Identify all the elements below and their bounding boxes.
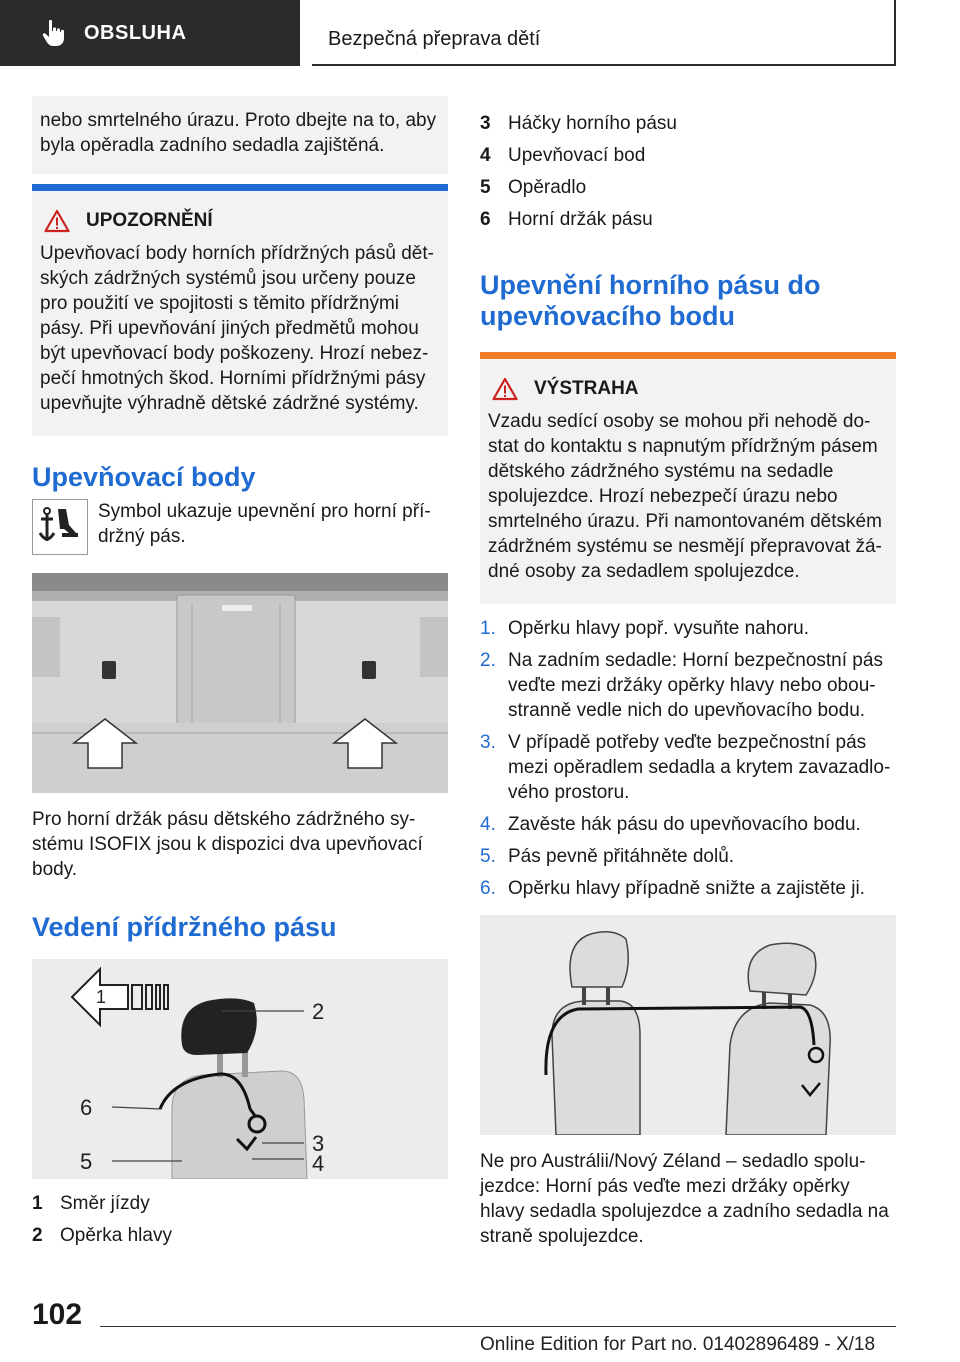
legend-list-right: [480, 111, 896, 232]
list-item: 5 Opěradlo: [480, 177, 587, 198]
note-text: Ne pro Austrálii/Nový Zéland – sedadlo spolu-jezdce: Horní pás veďte mezi držáky opěrky hlavy sedadla spolujezdce a zadního sedadla na straně spolujezdce.: [480, 1151, 889, 1247]
heading-attach-belt: Upevnění horního pásu do upevňovacího bodu: [480, 270, 821, 331]
step-item: 1. Opěrku hlavy popř. vysuňte nahoru.: [480, 618, 810, 639]
diagram-label-2: 2: [312, 999, 325, 1024]
step-item: 2. Na zadním sedadle: Horní bezpečnostní pás veďte mezi držáky opěrky hlavy nebo obou-stranně vedle nich do upevňovacího bodu.: [480, 650, 883, 721]
warning-title: VÝSTRAHA: [534, 378, 639, 399]
warning-box: [480, 352, 896, 604]
child-seat-anchor-icon: [32, 499, 88, 555]
symbol-row: [32, 499, 448, 555]
step-item: 4. Zavěste hák pásu do upevňovacího bodu.: [480, 814, 861, 835]
notice-title: UPOZORNĚNÍ: [86, 210, 213, 231]
diagram-label-5: 5: [80, 1149, 93, 1174]
page-number: 102: [32, 1298, 83, 1331]
symbol-text: Symbol ukazuje upevnění pro horní pří-držný pás.: [98, 501, 431, 547]
isofix-text: Pro horní držák pásu dětského zádržného sy-stému ISOFIX jsou k dispozici dva upevňovací body.: [32, 809, 423, 880]
heading-belt-routing: Vedení přídržného pásu: [32, 912, 337, 942]
headrest-belt-diagram: [480, 915, 896, 1135]
legend-list-left: [32, 1191, 448, 1248]
intro-text: nebo smrtelného úrazu. Proto dbejte na to, aby byla opěradla zadního sedadla zajištěná.: [40, 110, 437, 156]
notice-text: Upevňovací body horních přídržných pásů dět-ských zádržných systémů jsou určeny pouze pro použití ve spojitosti s těmito přídržnými pásy. Při upevňování jiných předmětů mohou být upevňovací body poškozeny. Hrozí nebez-pečí hmotných škod. Horními přídržnými pásy upevňujte výhradně dětské zádržné systémy.: [40, 243, 434, 414]
heading-anchor-points: Upevňovací body: [32, 462, 256, 492]
belt-routing-diagram: [32, 959, 448, 1179]
list-item: 4 Upevňovací bod: [480, 145, 646, 166]
warning-triangle-icon: [492, 377, 518, 401]
diagram-label-1: 1: [96, 987, 107, 1007]
left-column: [32, 96, 448, 1248]
notice-header: [40, 209, 440, 233]
notice-box: [32, 184, 448, 436]
diagram-label-6: 6: [80, 1095, 93, 1120]
section-label: OBSLUHA: [84, 21, 187, 44]
diagram-label-3: 3: [312, 1131, 325, 1156]
anchor-points-photo: [32, 573, 448, 793]
list-item: 2 Opěrka hlavy: [32, 1225, 172, 1246]
step-item: 5. Pás pevně přitáhněte dolů.: [480, 846, 735, 867]
warning-text: Vzadu sedící osoby se mohou při nehodě do-stat do kontaktu s napnutým přídržným pásem dětského zádržného systému na sedadle spolujezdce. Hrozí nebezpečí úrazu nebo smrtelného úrazu. Při namontovaném dětském zádržném systému se nesmějí přepravovat žá-dné osoby za sedadlem spolujezdce.: [488, 411, 882, 582]
edition-text: Online Edition for Part no. 01402896489 - X/18: [480, 1334, 876, 1355]
step-item: 3. V případě potřeby veďte bezpečnostní pás mezi opěradlem sedadla a krytem zavazadlo-vého prostoru.: [480, 732, 891, 803]
warning-triangle-icon: [44, 209, 70, 233]
intro-box: [32, 96, 448, 174]
list-item: 6 Horní držák pásu: [480, 209, 653, 230]
diagram-label-4: 4: [312, 1151, 325, 1176]
hand-pointer-icon: [40, 18, 70, 48]
steps-list: [480, 616, 896, 901]
page-title: Bezpečná přeprava dětí: [312, 0, 896, 66]
right-column: [480, 111, 896, 1249]
step-item: 6. Opěrku hlavy případně snižte a zajistěte ji.: [480, 878, 865, 899]
section-tab: [0, 0, 300, 66]
list-item: 3 Háčky horního pásu: [480, 113, 677, 134]
footer-divider: [100, 1326, 896, 1327]
warning-header: [488, 377, 888, 401]
list-item: 1 Směr jízdy: [32, 1193, 150, 1214]
